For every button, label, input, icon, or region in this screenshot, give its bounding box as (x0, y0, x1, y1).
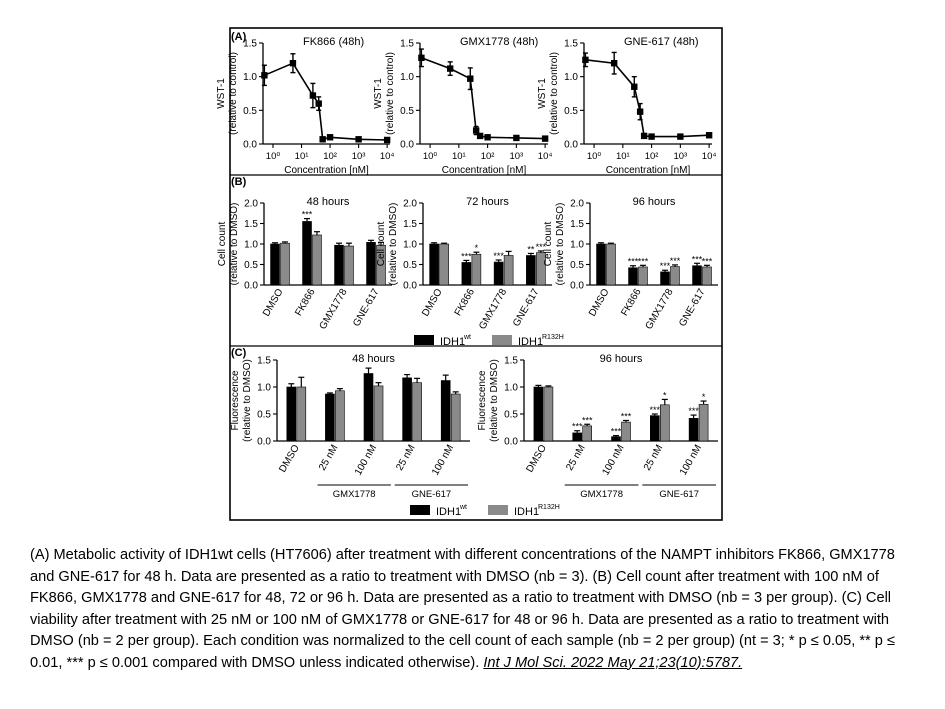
significance-marker: *** (610, 426, 622, 437)
legend-sup-idh1wt: wt (464, 334, 471, 341)
y-tick-label: 1.0 (504, 382, 518, 394)
legend-label-idh1wt: IDH1 (440, 336, 466, 348)
y-axis-label: (relative to DMSO) (489, 359, 500, 442)
x-tick-label: 25 nM (641, 443, 666, 473)
bar-idh1wt (441, 381, 450, 441)
significance-marker: *** (649, 405, 661, 415)
group-label: GMX1778 (580, 489, 623, 500)
legend-swatch-idh1r132h (488, 505, 508, 515)
x-axis-label: Concentration [nM] (605, 165, 691, 176)
x-tick-label: FK866 (619, 287, 644, 319)
y-tick-label: 1.5 (564, 38, 578, 50)
x-tick-label: 100 nM (352, 443, 380, 478)
x-tick-label: 10³ (509, 151, 524, 162)
bar-idh1wt (287, 387, 296, 441)
series-line (264, 63, 387, 140)
y-tick-label: 0.5 (403, 260, 417, 271)
x-tick-label: 10⁰ (586, 151, 602, 162)
y-axis-label: WST-1 (373, 78, 384, 109)
y-tick-label: 0.5 (504, 409, 518, 421)
bar-idh1wt (494, 262, 503, 285)
group-label: GMX1778 (332, 489, 376, 500)
significance-marker: *** (701, 256, 713, 267)
bar-idh1wt (661, 272, 670, 285)
bar-idh1wt (534, 387, 543, 441)
x-tick-label: 100 nM (430, 443, 457, 478)
bar-idh1r132h (504, 255, 513, 285)
y-tick-label: 1.5 (504, 355, 518, 367)
y-tick-label: 0.5 (564, 105, 578, 117)
x-tick-label: DMSO (587, 287, 612, 319)
bar-idh1wt (325, 394, 334, 441)
data-point (582, 57, 588, 63)
bar-idh1r132h (622, 422, 631, 441)
legend-sup-idh1wt: wt (460, 504, 467, 511)
y-axis-label: (relative to DMSO) (242, 359, 253, 442)
x-tick-label: GMX1778 (643, 287, 676, 332)
x-tick-label: 100 nM (677, 443, 705, 478)
y-tick-label: 1.0 (403, 239, 417, 251)
y-tick-label: 0.5 (257, 409, 271, 421)
x-tick-label: GMX1778 (477, 287, 510, 332)
chart-title: 96 hours (599, 353, 643, 365)
x-tick-label: GMX1778 (317, 287, 350, 332)
data-point (310, 92, 316, 98)
y-axis-label: Cell count (543, 221, 554, 267)
legend-label-idh1r132h: IDH1 (514, 506, 540, 518)
caption-citation[interactable]: Int J Mol Sci. 2022 May 21;23(10):5787. (483, 654, 743, 671)
data-point (261, 72, 267, 78)
data-point (319, 136, 325, 142)
data-point (631, 84, 637, 90)
group-label: GNE-617 (411, 489, 452, 500)
y-axis-label: Fluorescence (477, 370, 488, 431)
panel-label: (C) (231, 347, 247, 359)
x-tick-label: 10³ (351, 151, 366, 162)
legend-swatch-idh1wt (410, 505, 430, 515)
chart-title: 72 hours (466, 196, 509, 208)
data-point (384, 137, 390, 143)
y-axis-label: (relative to DMSO) (229, 202, 240, 286)
significance-marker: *** (461, 251, 472, 262)
y-tick-label: 1.0 (570, 239, 584, 251)
y-tick-label: 1.5 (244, 219, 258, 230)
bar-idh1r132h (607, 244, 616, 285)
bar-idh1r132h (472, 254, 481, 285)
y-axis-label: (relative to DMSO) (555, 202, 566, 286)
x-tick-label: 10² (644, 151, 659, 162)
x-tick-label: 10¹ (451, 151, 466, 162)
data-point (327, 134, 333, 140)
bar-idh1r132h (413, 383, 422, 441)
chart-title: 48 hours (306, 196, 350, 208)
y-axis-label: WST-1 (216, 78, 227, 109)
y-tick-label: 2.0 (244, 198, 258, 210)
significance-marker: *** (691, 254, 703, 265)
x-tick-label: DMSO (261, 287, 286, 319)
bar-idh1r132h (335, 391, 344, 441)
bar-idh1wt (597, 244, 606, 285)
bar-idh1r132h (297, 387, 306, 441)
bar-idh1wt (629, 268, 638, 285)
bar-idh1wt (335, 245, 344, 285)
x-tick-label: FK866 (452, 287, 477, 319)
bar-idh1wt (303, 221, 312, 285)
bar-idh1r132h (583, 426, 592, 441)
chart-title: GMX1778 (48h) (460, 36, 539, 48)
data-point (677, 133, 683, 139)
bar-idh1r132h (345, 246, 354, 285)
legend-sup-idh1r132h: R132H (542, 334, 564, 341)
bar-idh1r132h (281, 243, 290, 285)
data-point (477, 133, 483, 139)
y-tick-label: 0.5 (244, 260, 258, 271)
y-tick-label: 0.0 (243, 139, 257, 151)
significance-marker: *** (669, 255, 681, 266)
y-tick-label: 2.0 (403, 198, 417, 210)
bar-idh1r132h (660, 405, 669, 441)
x-tick-label: 25 nM (564, 443, 588, 473)
significance-marker: *** (637, 256, 649, 267)
x-tick-label: 25 nM (394, 443, 418, 473)
y-tick-label: 0.0 (257, 436, 271, 448)
y-tick-label: 1.0 (564, 72, 578, 84)
x-tick-label: DMSO (420, 287, 445, 319)
significance-marker: ** (527, 244, 535, 255)
x-tick-label: DMSO (524, 443, 549, 475)
y-tick-label: 1.0 (257, 382, 271, 394)
y-tick-label: 0.0 (504, 436, 518, 448)
significance-marker: *** (493, 250, 504, 261)
x-tick-label: 10⁴ (537, 151, 553, 162)
y-tick-label: 1.5 (570, 219, 584, 230)
chart-title: FK866 (48h) (303, 36, 365, 48)
y-tick-label: 1.5 (403, 219, 417, 230)
data-point (467, 75, 473, 81)
bar-idh1wt (650, 416, 659, 441)
y-tick-label: 1.5 (257, 355, 271, 367)
x-tick-label: 10⁴ (379, 151, 395, 162)
x-tick-label: GNE-617 (677, 287, 708, 329)
bar-idh1r132h (639, 267, 648, 285)
x-tick-label: 10⁰ (265, 151, 281, 162)
y-tick-label: 1.0 (400, 72, 414, 84)
y-axis-label: WST-1 (537, 78, 548, 109)
x-tick-label: 10⁴ (701, 151, 717, 162)
data-point (648, 133, 654, 139)
chart-title: GNE-617 (48h) (624, 36, 699, 48)
y-tick-label: 1.0 (243, 72, 257, 84)
bar-idh1r132h (699, 404, 708, 441)
x-tick-label: FK866 (293, 287, 318, 319)
data-point (706, 132, 712, 138)
data-point (513, 135, 519, 141)
y-tick-label: 0.0 (564, 139, 578, 151)
y-axis-label: (relative to control) (549, 52, 560, 135)
y-axis-label: Cell count (376, 221, 387, 267)
group-label: GNE-617 (659, 489, 700, 500)
y-tick-label: 0.5 (570, 260, 584, 271)
panel-label: (B) (231, 176, 247, 188)
x-tick-label: DMSO (277, 443, 302, 475)
x-tick-label: 25 nM (317, 443, 341, 473)
significance-marker: *** (627, 256, 639, 267)
x-tick-label: 10² (480, 151, 495, 162)
bar-idh1wt (271, 244, 280, 285)
series-line (421, 58, 545, 139)
y-tick-label: 0.0 (244, 280, 258, 292)
y-axis-label: (relative to DMSO) (388, 202, 399, 286)
bar-idh1r132h (374, 386, 383, 441)
x-tick-label: 10⁰ (422, 151, 438, 162)
x-tick-label: GNE-617 (351, 287, 382, 329)
panel-label: (A) (231, 31, 247, 43)
bar-idh1r132h (544, 387, 553, 441)
x-tick-label: GNE-617 (511, 287, 542, 329)
data-point (290, 60, 296, 66)
bar-idh1wt (403, 378, 412, 441)
data-point (542, 135, 548, 141)
chart-title: 96 hours (632, 196, 676, 208)
y-tick-label: 1.5 (243, 38, 257, 50)
x-tick-label: 10¹ (615, 151, 630, 162)
bar-idh1wt (526, 255, 535, 285)
significance-marker: * (701, 392, 706, 403)
legend-swatch-idh1r132h (492, 335, 512, 345)
y-axis-label: Fluorescence (230, 370, 241, 431)
caption-text: (A) Metabolic activity of IDH1wt cells (HT7606) after treatment with different concentrations of the NAMPT inhibitors FK866, GMX1778 and GNE-617 for 48 h. Data are presented as a ratio to treatment with DMSO (nb = 3). (B) Cell count after treatment with 100 nM of FK866, GMX1778 and GNE-617 for 48, 72 or 96 h. Data are presented as a ratio to treatment with DMSO (nb = 3 per group). (C) Cell viability after treatment with 25 nM or 100 nM of GMX1778 or GNE-617 for 48 or 96 h. Data are presented as a ratio to treatment with DMSO (nb = 2 per group). Each condition was normalized to the cell count of each sample (nb = 2 per group) (nt = 3; * p ≤ 0.05, ** p ≤ 0.01, *** p ≤ 0.001 compared with DMSO unless indicated otherwise). (30, 547, 895, 671)
bar-idh1r132h (440, 244, 449, 285)
y-tick-label: 0.5 (243, 105, 257, 117)
data-point (637, 108, 643, 114)
y-tick-label: 1.0 (244, 239, 258, 251)
data-point (447, 65, 453, 71)
x-axis-label: Concentration [nM] (284, 165, 369, 176)
significance-marker: *** (659, 261, 671, 272)
bar-idh1wt (689, 418, 698, 441)
y-tick-label: 0.0 (403, 280, 417, 292)
bar-idh1r132h (313, 235, 322, 285)
data-point (641, 133, 647, 139)
significance-marker: *** (620, 411, 632, 422)
significance-marker: *** (688, 406, 699, 417)
x-tick-label: 10² (323, 151, 337, 162)
y-axis-label: (relative to control) (385, 52, 396, 135)
legend-label-idh1r132h: IDH1 (518, 336, 544, 348)
bar-idh1r132h (451, 394, 460, 441)
bar-idh1wt (462, 262, 471, 285)
y-tick-label: 0.0 (570, 280, 584, 292)
significance-marker: *** (301, 209, 313, 220)
data-point (355, 136, 361, 142)
data-point (484, 134, 490, 140)
bar-idh1r132h (671, 267, 680, 285)
significance-marker: *** (581, 415, 593, 426)
y-tick-label: 0.5 (400, 105, 414, 117)
bar-idh1wt (364, 374, 373, 442)
x-tick-label: 10³ (673, 151, 688, 162)
legend-swatch-idh1wt (414, 335, 434, 345)
x-tick-label: 10¹ (294, 151, 309, 162)
y-axis-label: Cell count (217, 221, 228, 267)
bar-idh1wt (430, 244, 439, 285)
data-point (611, 60, 617, 66)
figure-caption (30, 545, 920, 674)
y-tick-label: 2.0 (570, 198, 584, 210)
data-point (316, 100, 322, 106)
y-tick-label: 0.0 (400, 139, 414, 151)
x-tick-label: 100 nM (600, 443, 627, 478)
series-line (585, 60, 709, 137)
chart-title: 48 hours (352, 353, 395, 365)
significance-marker: *** (571, 421, 583, 432)
x-axis-label: Concentration [nM] (441, 165, 527, 176)
legend-sup-idh1r132h: R132H (538, 504, 560, 511)
significance-marker: *** (535, 241, 547, 252)
significance-marker: * (663, 390, 667, 401)
y-axis-label: (relative to control) (228, 52, 239, 135)
bar-idh1wt (693, 266, 702, 285)
significance-marker: * (474, 243, 479, 254)
bar-idh1wt (367, 242, 376, 285)
y-tick-label: 1.5 (400, 38, 414, 50)
data-point (418, 55, 424, 61)
bar-idh1r132h (703, 267, 712, 285)
bar-idh1wt (573, 433, 582, 441)
bar-idh1wt (612, 437, 621, 441)
legend-label-idh1wt: IDH1 (436, 506, 462, 518)
